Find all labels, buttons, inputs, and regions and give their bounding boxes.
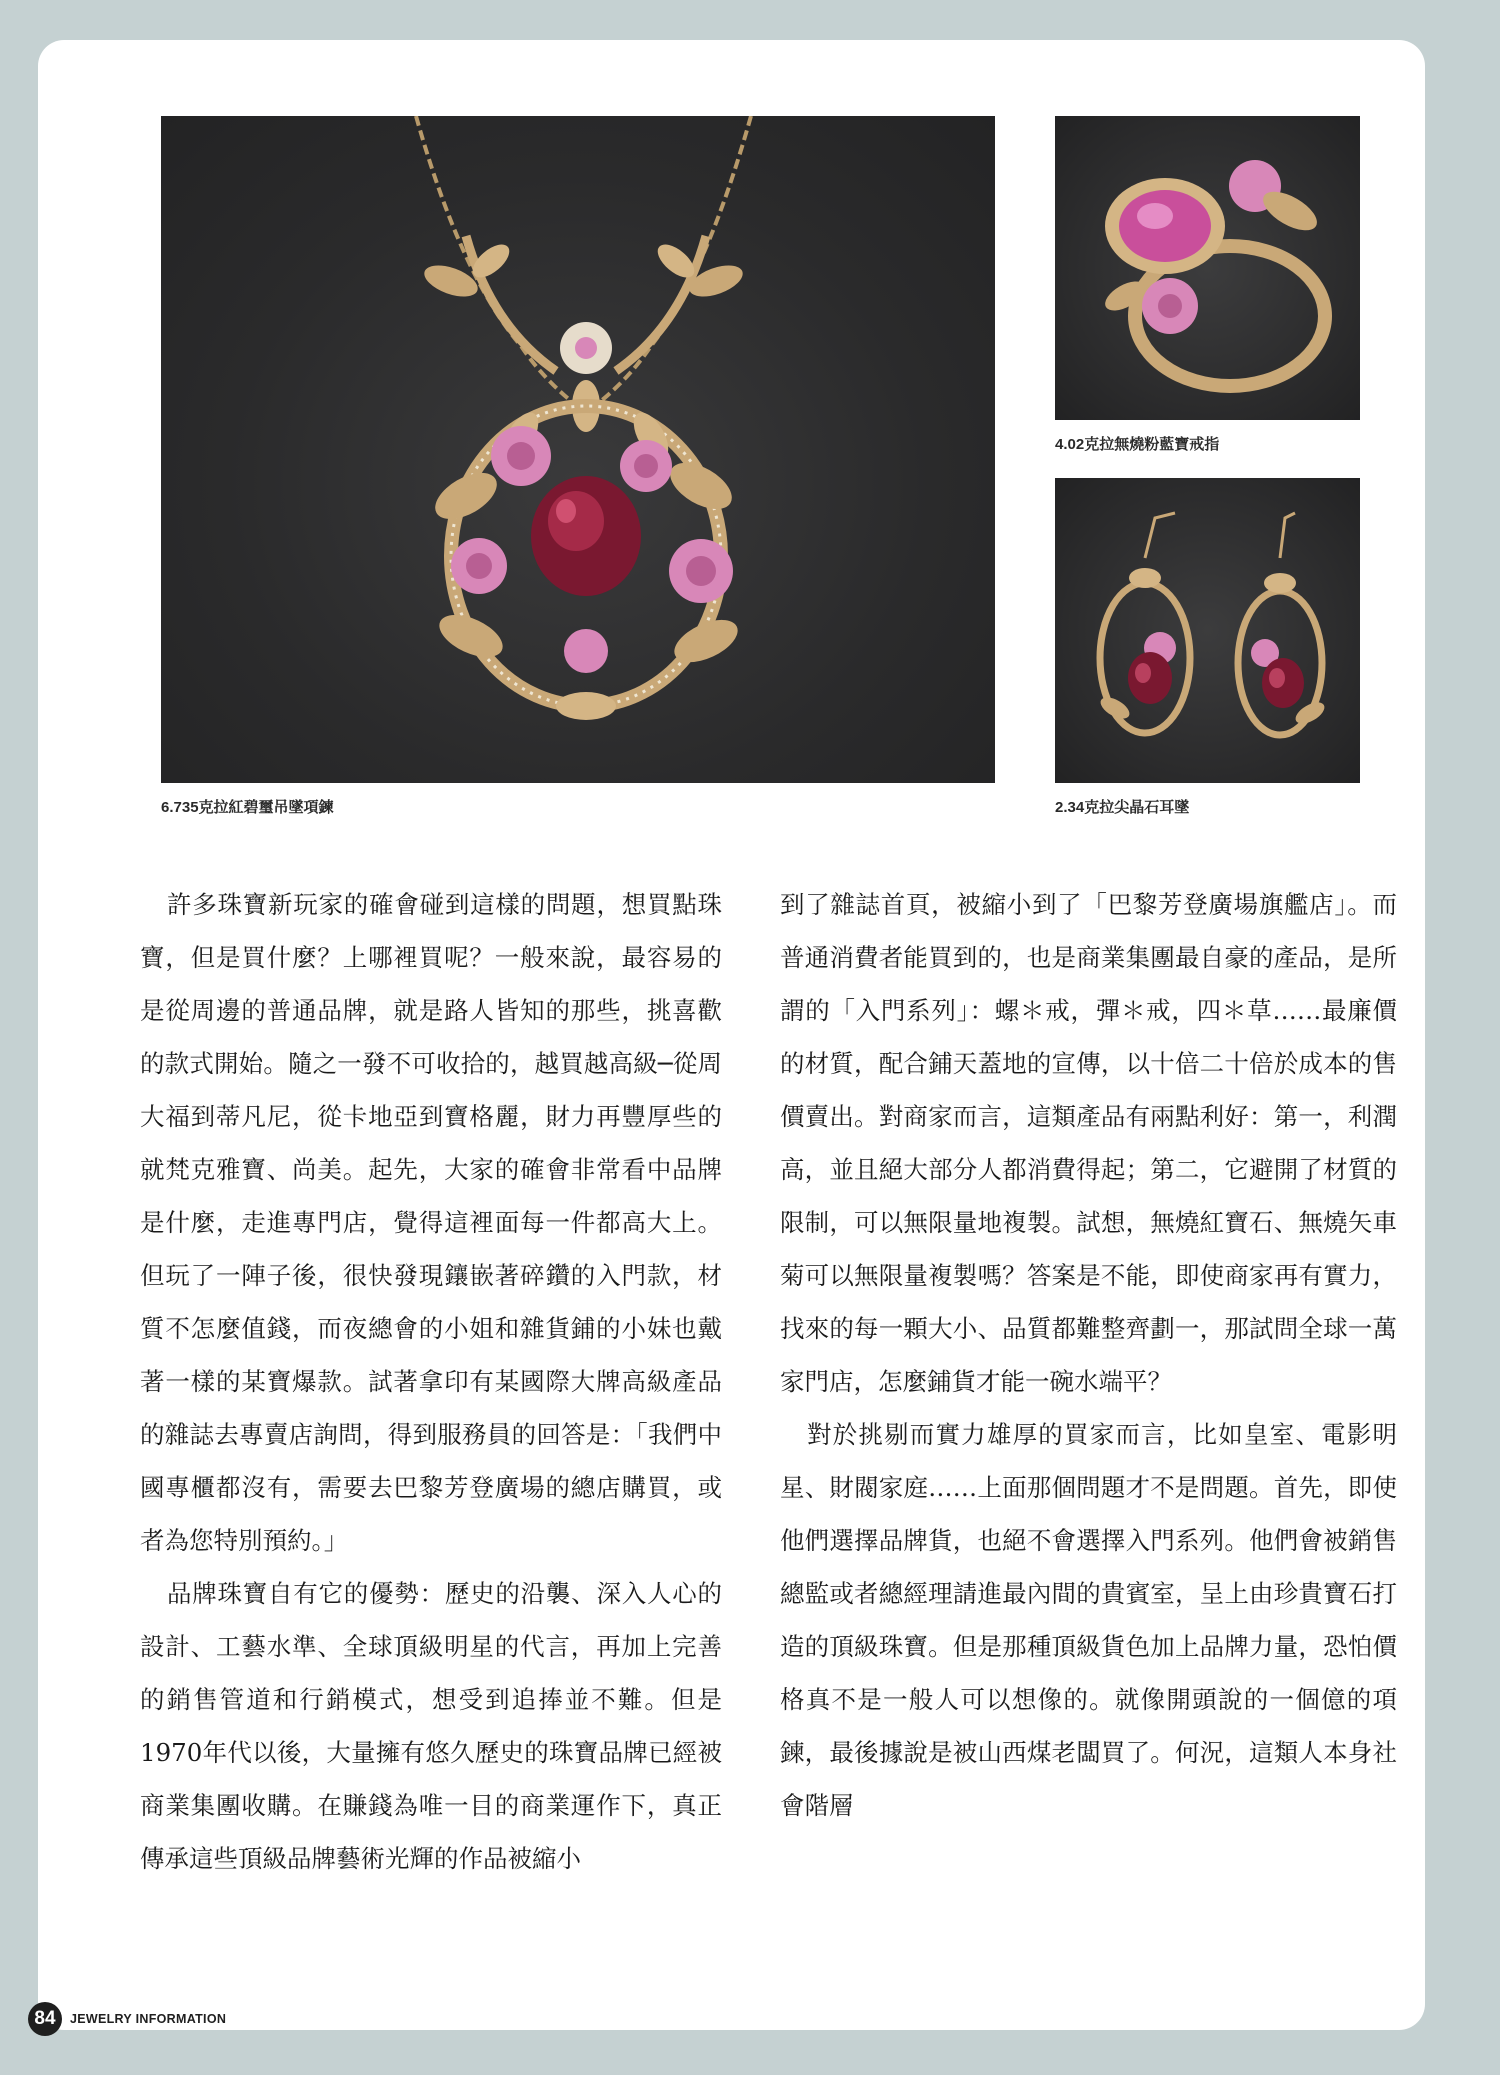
page-number: 84 — [28, 2002, 62, 2036]
ring-illustration — [1055, 116, 1360, 420]
paragraph: 許多珠寶新玩家的確會碰到這樣的問題，想買點珠寶，但是買什麼？上哪裡買呢？一般來說，最容易的是從周邊的普通品牌，就是路人皆知的那些，挑喜歡的款式開始。隨之一發不可收拾的，越買越高級─從周大福到蒂凡尼，從卡地亞到寶格麗，財力再豐厚些的就梵克雅寶、尚美。起先，大家的確會非常看中品牌是什麼，走進專門店，覺得這裡面每一件都高大上。但玩了一陣子後，很快發現鑲嵌著碎鑽的入門款，材質不怎麼值錢，而夜總會的小姐和雜貨鋪的小妹也戴著一樣的某寶爆款。試著拿印有某國際大牌高級產品的雜誌去專賣店詢問，得到服務員的回答是：「我們中國專櫃都沒有，需要去巴黎芳登廣場的總店購買，或者為您特別預約。」 — [140, 890, 722, 1555]
necklace-photo — [161, 116, 995, 783]
paragraph: 品牌珠寶自有它的優勢：歷史的沿襲、深入人心的設計、工藝水準、全球頂級明星的代言，再加上完善的銷售管道和行銷模式，想受到追捧並不難。但是1970年代以後，大量擁有悠久歷史的珠寶品牌已經被商業集團收購。在賺錢為唯一目的商業運作下，真正傳承這些頂級品牌藝術光輝的作品被縮小 — [140, 1579, 722, 1873]
earrings-photo — [1055, 478, 1360, 783]
ring-photo — [1055, 116, 1360, 420]
magazine-page — [38, 40, 1425, 2030]
page-footer — [28, 2002, 226, 2036]
article-left-column — [140, 878, 722, 1885]
article-right-column — [780, 878, 1397, 1832]
necklace-illustration — [161, 116, 995, 783]
magazine-name: JEWELRY INFORMATION — [70, 2012, 227, 2026]
earrings-caption: 2.34克拉尖晶石耳墜 — [1055, 799, 1190, 816]
paragraph: 到了雜誌首頁，被縮小到了「巴黎芳登廣場旗艦店」。而普通消費者能買到的，也是商業集團最自豪的產品，是所謂的「入門系列」：螺＊戒，彈＊戒，四＊草……最廉價的材質，配合鋪天蓋地的宣傳，以十倍二十倍於成本的售價賣出。對商家而言，這類產品有兩點利好：第一，利潤高，並且絕大部分人都消費得起；第二，它避開了材質的限制，可以無限量地複製。試想，無燒紅寶石、無燒矢車菊可以無限量複製嗎？答案是不能，即使商家再有實力，找來的每一顆大小、品質都難整齊劃一，那試問全球一萬家門店，怎麼鋪貨才能一碗水端平？ — [780, 890, 1397, 1396]
paragraph: 對於挑剔而實力雄厚的買家而言，比如皇室、電影明星、財閥家庭……上面那個問題才不是問題。首先，即使他們選擇品牌貨，也絕不會選擇入門系列。他們會被銷售總監或者總經理請進最內間的貴賓室，呈上由珍貴寶石打造的頂級珠寶。但是那種頂級貨色加上品牌力量，恐怕價格真不是一般人可以想像的。就像開頭說的一個億的項鍊，最後據說是被山西煤老闆買了。何況，這類人本身社會階層 — [780, 1420, 1397, 1820]
necklace-caption: 6.735克拉紅碧璽吊墜項鍊 — [161, 799, 334, 816]
ring-caption: 4.02克拉無燒粉藍寶戒指 — [1055, 436, 1220, 453]
earrings-illustration — [1055, 478, 1360, 783]
